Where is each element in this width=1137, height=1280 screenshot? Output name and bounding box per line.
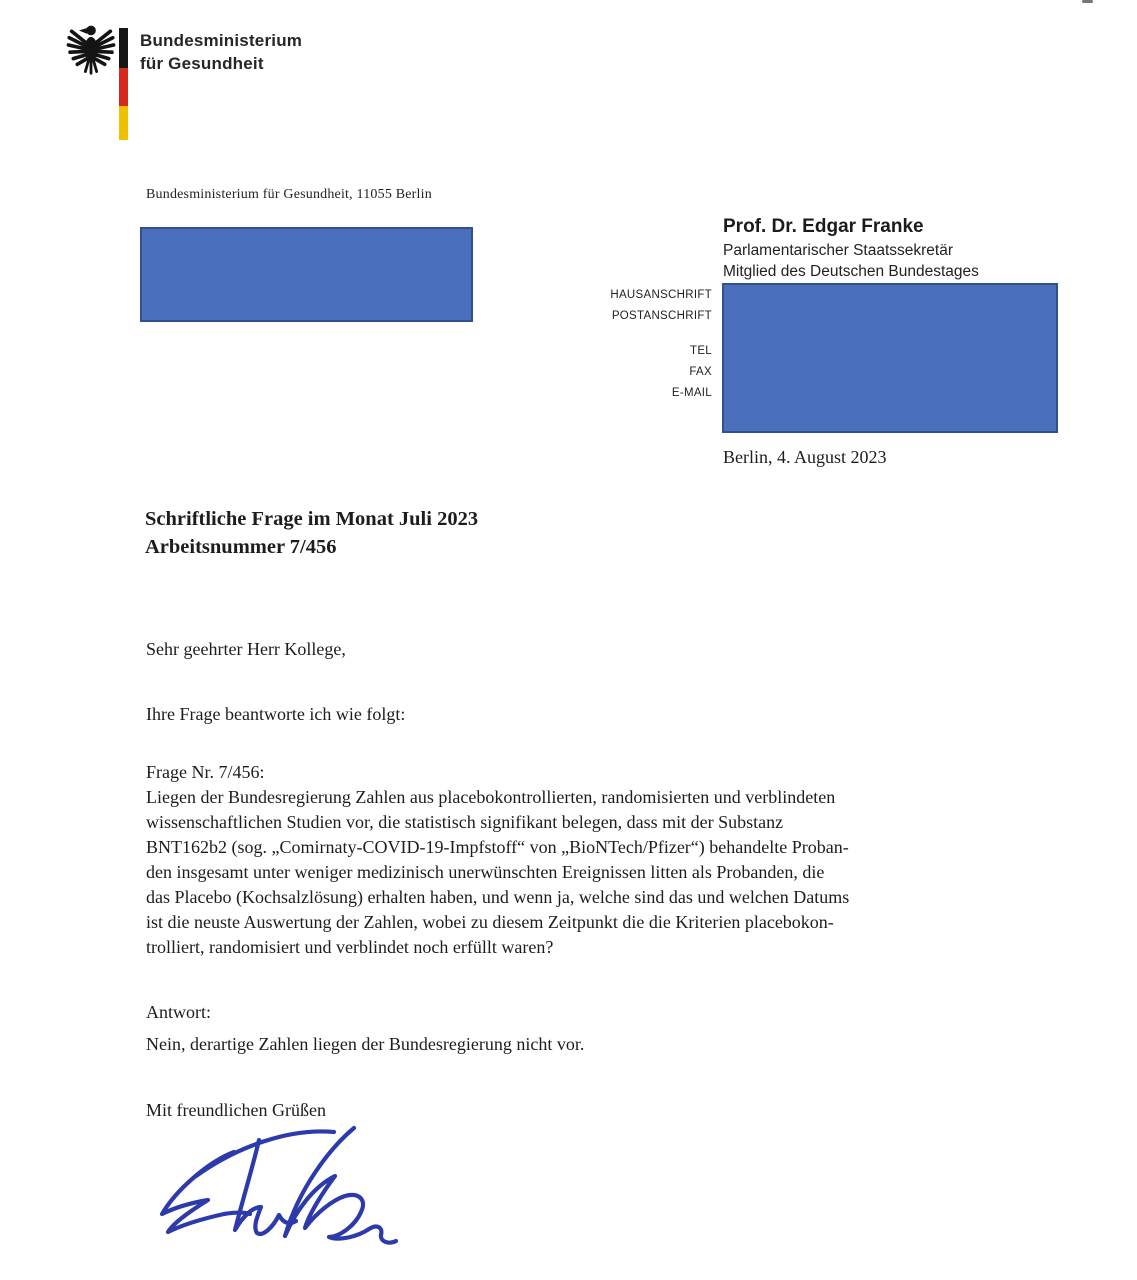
- subject-line-1: Schriftliche Frage im Monat Juli 2023: [145, 508, 479, 530]
- question-line: das Placebo (Kochsalzlösung) erhalten haben, und wenn ja, welche sind das und welchen Datums: [146, 887, 850, 907]
- scan-artifact: [1082, 0, 1093, 3]
- question-line: Liegen der Bundesregierung Zahlen aus placebokontrollierten, randomisierten und verblindeten: [146, 787, 836, 807]
- sender-line: Bundesministerium für Gesundheit, 11055 Berlin: [146, 187, 432, 202]
- answer-text: Nein, derartige Zahlen liegen der Bundesregierung nicht vor.: [146, 1034, 585, 1054]
- date-line: Berlin, 4. August 2023: [723, 447, 887, 467]
- contact-label-fax: FAX: [689, 366, 712, 378]
- question-line: ist die neuste Auswertung der Zahlen, wobei zu diesem Zeitpunkt die die Kriterien placebokon-: [146, 912, 834, 932]
- question-line: den insgesamt unter weniger medizinisch unerwünschten Ereignissen litten als Probanden, die: [146, 862, 825, 882]
- answer-label: Antwort:: [146, 1002, 211, 1022]
- flag-stripe: [119, 28, 128, 140]
- flag-stripe-gold: [119, 106, 128, 140]
- ministry-name: [140, 29, 302, 75]
- ministry-name-line2: für Gesundheit: [140, 54, 264, 73]
- flag-stripe-red: [119, 68, 128, 106]
- subject-line-2: Arbeitsnummer 7/456: [145, 536, 337, 558]
- question-label: Frage Nr. 7/456:: [146, 762, 265, 782]
- flag-stripe-black: [119, 28, 128, 68]
- federal-eagle-icon: [66, 20, 116, 78]
- closing-line: Mit freundlichen Grüßen: [146, 1100, 326, 1120]
- question-line: BNT162b2 (sog. „Comirnaty-COVID-19-Impfstoff“ von „BioNTech/Pfizer“) behandelte Proban-: [146, 837, 849, 857]
- question-line: trolliert, randomisiert und verblindet noch erfüllt waren?: [146, 937, 554, 957]
- redaction-box-contact: [722, 283, 1058, 433]
- contact-label-email: E-MAIL: [671, 387, 712, 399]
- contact-label-tel: TEL: [690, 345, 712, 357]
- redaction-box-recipient: [140, 227, 473, 322]
- intro-line: Ihre Frage beantworte ich wie folgt:: [146, 704, 406, 724]
- signatory-role-2: Mitglied des Deutschen Bundestages: [723, 263, 979, 280]
- signatory-name: Prof. Dr. Edgar Franke: [723, 216, 924, 237]
- ministry-name-line1: Bundesministerium: [140, 31, 303, 50]
- signature-image: [138, 1116, 408, 1271]
- signatory-role-1: Parlamentarischer Staatssekretär: [723, 242, 954, 259]
- contact-label-postanschrift: POSTANSCHRIFT: [611, 310, 712, 322]
- question-line: wissenschaftlichen Studien vor, die statistisch signifikant belegen, dass mit der Substanz: [146, 812, 784, 832]
- salutation: Sehr geehrter Herr Kollege,: [146, 639, 346, 659]
- contact-label-hausanschrift: HAUSANSCHRIFT: [610, 289, 712, 301]
